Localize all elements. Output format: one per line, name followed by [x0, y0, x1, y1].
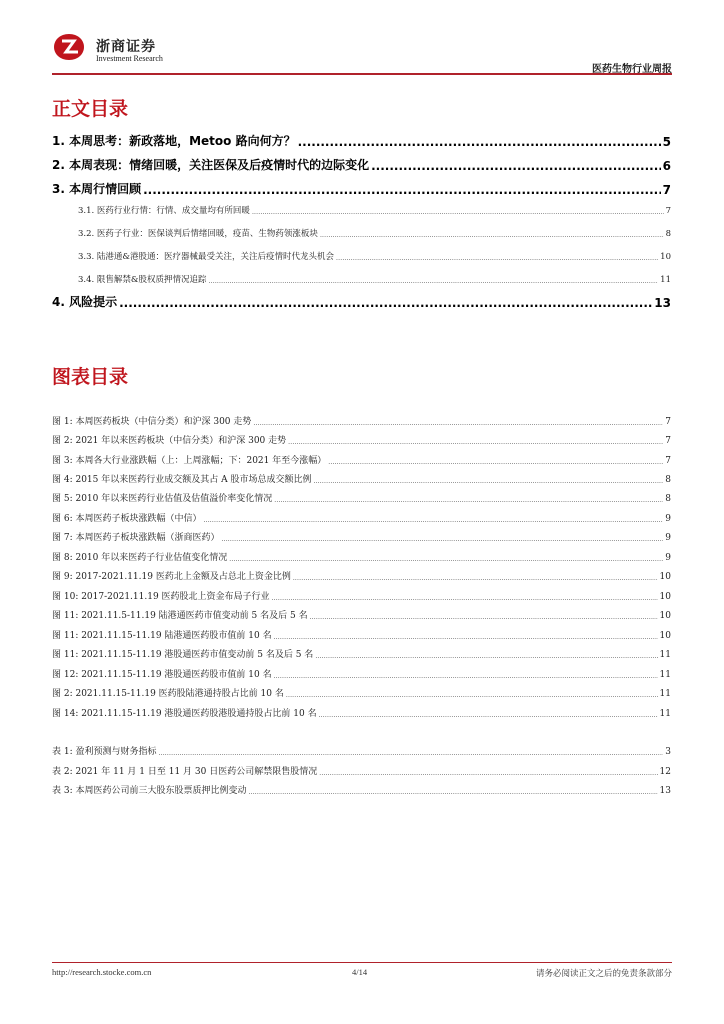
footer-page-number: 4/14 [352, 967, 368, 977]
logo-text-en: Investment Research [96, 54, 163, 63]
footer-divider [52, 962, 672, 963]
footer-disclaimer: 请务必阅读正文之后的免责条款部分 [535, 969, 672, 979]
figure-item[interactable] [52, 491, 671, 504]
figure-item[interactable] [52, 608, 671, 621]
figure-item-label: 图 4: 2015 年以来医药行业成交额及其占 A 股市场总成交额比例 [52, 475, 312, 485]
table-item-page: 12 [659, 767, 671, 777]
toc-subitem[interactable] [78, 204, 671, 216]
toc-item-label: 1. 本周思考：新政落地，Metoo 路向何方？ [52, 134, 296, 148]
toc-item-label: 3. 本周行情回顾 [52, 182, 142, 196]
figure-item-page: 9 [665, 533, 671, 543]
table-item[interactable] [52, 783, 671, 796]
company-logo-icon [52, 32, 86, 62]
figure-item[interactable] [52, 589, 671, 602]
toc-title: 正文目录 [52, 98, 129, 120]
toc-item-page: 7 [662, 183, 671, 197]
toc-item-label: 2. 本周表现：情绪回暖，关注医保及后疫情时代的边际变化 [52, 158, 370, 172]
figure-item[interactable] [52, 667, 671, 680]
figure-item-label: 图 1: 本周医药板块（中信分类）和沪深 300 走势 [52, 417, 252, 427]
figure-item-label: 图 2: 2021 年以来医药板块（中信分类）和沪深 300 走势 [52, 436, 287, 446]
toc-subitem-label: 3.3. 陆港通&港股通：医疗器械最受关注，关注后疫情时代龙头机会 [78, 252, 334, 262]
figure-item-label: 图 8: 2010 年以来医药子行业估值变化情况 [52, 553, 228, 563]
toc-subitem-label: 3.2. 医药子行业：医保谈判后情绪回暖，疫苗、生物药领涨板块 [78, 229, 318, 239]
table-item[interactable] [52, 764, 671, 777]
toc-item-page: 5 [662, 135, 671, 149]
figure-item-page: 7 [665, 456, 671, 466]
toc-subitem[interactable] [78, 273, 671, 285]
figure-item[interactable] [52, 686, 671, 699]
toc-item[interactable] [52, 157, 671, 173]
figure-item-label: 图 11: 2021.11.15-11.19 陆港通医药股市值前 10 名 [52, 631, 272, 641]
figure-item-label: 图 3: 本周各大行业涨跌幅（上：上周涨幅；下：2021 年至今涨幅） [52, 456, 327, 466]
figure-item-page: 7 [665, 417, 671, 427]
figure-item-page: 10 [659, 611, 671, 621]
toc-item-label: 4. 风险提示 [52, 295, 118, 309]
toc-subitem-page: 7 [665, 206, 671, 216]
figure-item[interactable] [52, 706, 671, 719]
figure-item[interactable] [52, 530, 671, 543]
table-item-page: 3 [665, 747, 671, 757]
figure-item-page: 11 [659, 709, 671, 719]
header-divider [52, 73, 672, 75]
toc-item-page: 6 [662, 159, 671, 173]
figure-item-label: 图 14: 2021.11.15-11.19 港股通医药股港股通持股占比前 10 名 [52, 709, 317, 719]
figure-item[interactable] [52, 414, 671, 427]
table-item-label: 表 1: 盈利预测与财务指标 [52, 747, 157, 757]
figure-item-page: 11 [659, 689, 671, 699]
figure-item[interactable] [52, 569, 671, 582]
figure-item[interactable] [52, 472, 671, 485]
figure-item-page: 9 [665, 514, 671, 524]
figure-item-label: 图 9: 2017-2021.11.19 医药北上金额及占总北上资金比例 [52, 572, 291, 582]
figure-item-label: 图 11: 2021.11.5-11.19 陆港通医药市值变动前 5 名及后 5 名 [52, 611, 308, 621]
toc-subitem[interactable] [78, 227, 671, 239]
figure-item-label: 图 10: 2017-2021.11.19 医药股北上资金布局子行业 [52, 592, 270, 602]
table-item-label: 表 2: 2021 年 11 月 1 日至 11 月 30 日医药公司解禁限售股情况 [52, 767, 318, 777]
figure-item-page: 8 [665, 494, 671, 504]
table-item[interactable] [52, 744, 671, 757]
toc-subitem-label: 3.1. 医药行业行情：行情、成交量均有所回暖 [78, 206, 250, 216]
toc-subitem-page: 11 [660, 275, 671, 285]
report-type: 医药生物行业周报 [592, 64, 672, 75]
toc-subitem-label: 3.4. 限售解禁&股权质押情况追踪 [78, 275, 207, 285]
figure-item-label: 图 5: 2010 年以来医药行业估值及估值溢价率变化情况 [52, 494, 273, 504]
figure-item[interactable] [52, 433, 671, 446]
figures-title: 图表目录 [52, 366, 129, 388]
toc-subitem-page: 10 [660, 252, 671, 262]
page-header [52, 30, 672, 76]
table-item-page: 13 [659, 786, 671, 796]
toc-item[interactable] [52, 181, 671, 197]
table-item-label: 表 3: 本周医药公司前三大股东股票质押比例变动 [52, 786, 247, 796]
figure-item-page: 10 [659, 631, 671, 641]
figure-item[interactable] [52, 628, 671, 641]
figure-item[interactable] [52, 647, 671, 660]
figure-item[interactable] [52, 453, 671, 466]
figure-item-page: 11 [659, 650, 671, 660]
toc-item-page: 13 [654, 296, 671, 310]
figure-item[interactable] [52, 511, 671, 524]
toc-item[interactable] [52, 133, 671, 149]
footer-url[interactable]: http://research.stocke.com.cn [52, 967, 152, 977]
toc-subitem[interactable] [78, 250, 671, 262]
figure-item-page: 8 [665, 475, 671, 485]
figure-item[interactable] [52, 550, 671, 563]
figure-item-page: 7 [665, 436, 671, 446]
figure-item-label: 图 12: 2021.11.15-11.19 港股通医药股市值前 10 名 [52, 670, 272, 680]
figure-item-label: 图 6: 本周医药子板块涨跌幅（中信） [52, 514, 202, 524]
toc-item[interactable] [52, 294, 671, 310]
toc-subitem-page: 8 [665, 229, 671, 239]
figure-item-label: 图 2: 2021.11.15-11.19 医药股陆港通持股占比前 10 名 [52, 689, 284, 699]
logo-text-cn: 浙商证券 [96, 39, 156, 55]
figure-item-page: 11 [659, 670, 671, 680]
figure-item-page: 10 [659, 572, 671, 582]
figure-item-label: 图 7: 本周医药子板块涨跌幅（浙商医药） [52, 533, 220, 543]
figure-item-page: 10 [659, 592, 671, 602]
figure-item-page: 9 [665, 553, 671, 563]
figure-item-label: 图 11: 2021.11.15-11.19 港股通医药市值变动前 5 名及后 5 名 [52, 650, 314, 660]
